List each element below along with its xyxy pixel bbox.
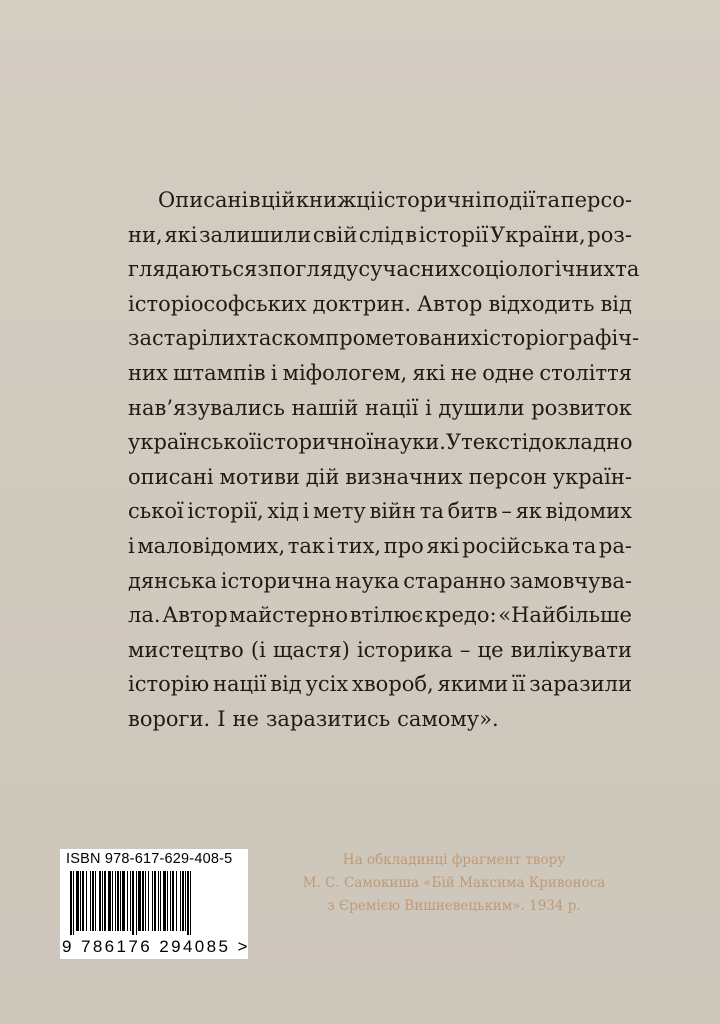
blurb-word: – xyxy=(501,499,512,524)
blurb-word: історіософських xyxy=(128,291,307,316)
barcode-bar xyxy=(182,871,184,931)
blurb-word: заразили xyxy=(529,672,632,697)
blurb-word: та xyxy=(535,188,561,212)
blurb-word: свій xyxy=(312,222,358,247)
blurb-word: в xyxy=(405,222,418,247)
ean-digits: 9 786176 294085 > xyxy=(62,937,250,956)
credit-line: М. С. Самокиша «Бій Максима Кривоноса xyxy=(302,875,606,891)
blurb-line xyxy=(128,223,632,258)
cover-art-credit xyxy=(274,849,634,918)
blurb-word: і xyxy=(327,533,335,558)
blurb-word: якими xyxy=(437,672,509,697)
blurb-word: вилікувати xyxy=(510,637,632,662)
blurb-word: ла. xyxy=(128,603,161,628)
blurb-line xyxy=(128,326,640,361)
blurb-word: розвиток xyxy=(531,395,632,420)
blurb-word: персо- xyxy=(560,188,632,212)
blurb-word: хід xyxy=(267,499,299,524)
barcode-bar xyxy=(82,871,84,931)
blurb-word: усіх xyxy=(305,672,349,697)
barcode-bar xyxy=(136,871,137,935)
blurb-word: душили xyxy=(438,395,525,420)
blurb-word: щастя) xyxy=(272,637,350,662)
blurb-word: наука xyxy=(335,568,400,593)
blurb-word: історика xyxy=(356,637,453,662)
blurb-word: тих, xyxy=(336,533,382,558)
barcode-bar xyxy=(70,871,72,935)
blurb-word: не xyxy=(450,360,478,385)
blurb-word: її xyxy=(512,672,526,697)
isbn-barcode xyxy=(60,849,248,959)
blurb-word: докладно xyxy=(528,430,633,455)
blurb-word: і xyxy=(302,499,310,524)
blurb-word: штампів xyxy=(173,360,266,385)
isbn-number: ISBN 978-617-629-408-5 xyxy=(66,851,233,867)
blurb-word: тексті xyxy=(461,430,529,455)
barcode-bar xyxy=(160,871,161,931)
blurb-word: історію xyxy=(128,672,210,697)
credit-line: На обкладинці фрагмент твору xyxy=(342,852,566,868)
credit-line: з Єремією Вишневецьким». 1934 р. xyxy=(327,898,581,914)
blurb-line xyxy=(128,534,632,569)
blurb-word: історичної xyxy=(255,430,374,455)
barcode-bar xyxy=(104,871,106,931)
blurb-word: ра- xyxy=(598,533,632,558)
barcode-bar xyxy=(73,871,74,935)
blurb-word: маловідомих, xyxy=(137,533,286,558)
blurb-word: сучасних xyxy=(358,257,461,282)
blurb-word: які xyxy=(412,360,446,385)
blurb-word: так xyxy=(287,533,326,558)
blurb-word: науки. xyxy=(373,430,446,455)
barcode-bar xyxy=(92,871,94,931)
barcode-bar xyxy=(138,871,141,931)
blurb-line xyxy=(128,672,632,707)
barcode-bar xyxy=(176,871,177,931)
blurb-word: кредо: xyxy=(424,603,497,628)
barcode-bar xyxy=(158,871,159,931)
blurb-word: і xyxy=(128,533,135,558)
blurb-word: в xyxy=(248,188,261,212)
blurb-word: історії, xyxy=(187,499,264,524)
barcode-bar xyxy=(187,871,189,935)
blurb-word: і xyxy=(425,395,432,420)
blurb-line xyxy=(128,396,632,431)
blurb-word: персон xyxy=(468,464,547,489)
blurb-word: доктрин. xyxy=(312,291,412,316)
blurb-word: України, xyxy=(490,222,586,247)
blurb-word: втілює xyxy=(349,603,424,628)
blurb-word: застарілих xyxy=(128,326,248,351)
blurb-word: історична xyxy=(220,568,332,593)
blurb-word: відомих xyxy=(545,499,632,524)
blurb-word: та xyxy=(572,533,597,558)
blurb-line xyxy=(128,361,632,396)
blurb-line xyxy=(128,292,632,327)
blurb-word: Описані xyxy=(158,188,249,212)
barcode-bar xyxy=(132,871,134,935)
barcode-bar xyxy=(172,871,174,931)
blurb-word: них xyxy=(128,360,168,385)
barcode-bar xyxy=(76,871,79,931)
blurb-word: одне xyxy=(482,360,535,385)
blurb-line xyxy=(128,569,632,604)
blurb-line xyxy=(128,465,632,500)
blurb-word: нав’язувались xyxy=(128,395,285,420)
blurb-word: історіографіч- xyxy=(482,326,640,351)
blurb-word: мотиви xyxy=(219,464,300,489)
blurb-word: які xyxy=(164,222,198,247)
blurb-word: української xyxy=(128,430,256,455)
barcode-bar xyxy=(170,871,171,931)
barcode-bar xyxy=(130,871,131,931)
blurb-word: дій xyxy=(305,464,340,489)
blurb-line xyxy=(128,603,632,638)
blurb-word: як xyxy=(515,499,542,524)
blurb-word: україн- xyxy=(552,464,632,489)
blurb-word: соціологічних xyxy=(460,257,616,282)
blurb-word: слід xyxy=(358,222,404,247)
blurb-word: від xyxy=(600,291,632,316)
barcode-bar xyxy=(108,871,111,931)
blurb-word: нації xyxy=(364,395,419,420)
blurb-word: і xyxy=(270,360,278,385)
blurb-word: Автор xyxy=(417,291,483,316)
barcode-bar xyxy=(167,871,168,931)
barcode-bar xyxy=(80,871,81,931)
barcode-bar xyxy=(163,871,166,931)
blurb-word: битв xyxy=(447,499,498,524)
blurb-word: скомпрометованих xyxy=(271,326,483,351)
blurb-word: століття xyxy=(539,360,632,385)
blurb-word: заразитись xyxy=(265,706,391,731)
blurb-word: з xyxy=(257,257,269,282)
barcode-bar xyxy=(152,871,153,931)
blurb-word: самому». xyxy=(397,706,499,731)
blurb-word: хвороб, xyxy=(352,672,434,697)
barcode-bar xyxy=(127,871,128,931)
blurb-word: майстерно xyxy=(229,603,349,628)
blurb-word: мистецтво xyxy=(128,637,244,662)
blurb-line xyxy=(128,188,632,223)
barcode-bars xyxy=(68,871,240,935)
blurb-word: нації xyxy=(212,672,267,697)
blurb-word: відходить xyxy=(488,291,595,316)
barcode-bar xyxy=(154,871,156,931)
barcode-bar xyxy=(86,871,87,931)
blurb-word: старанно xyxy=(403,568,506,593)
blurb-word: міфологем, xyxy=(282,360,408,385)
blurb-word: І xyxy=(217,706,226,731)
blurb-word: ської xyxy=(128,499,184,524)
blurb-word: глядаються xyxy=(128,257,258,282)
blurb-word: «Найбільше xyxy=(498,603,632,628)
blurb-word: та xyxy=(419,499,444,524)
blurb-line xyxy=(128,499,632,534)
blurb-word: та xyxy=(615,257,640,282)
blurb-line xyxy=(128,257,640,292)
blurb-word: від xyxy=(270,672,302,697)
barcode-bar xyxy=(190,871,191,935)
blurb-word: дянська xyxy=(128,568,218,593)
blurb-word: не xyxy=(232,706,259,731)
blurb-word: визначних xyxy=(345,464,463,489)
blurb-word: (і xyxy=(250,637,266,662)
blurb-word: мету xyxy=(313,499,366,524)
blurb-word: У xyxy=(445,430,462,455)
blurb-line xyxy=(128,707,632,742)
blurb-word: війн xyxy=(369,499,417,524)
barcode-bar xyxy=(180,871,181,931)
blurb-line xyxy=(128,430,632,465)
blurb-word: вороги. xyxy=(128,706,211,731)
barcode-bar xyxy=(145,871,146,931)
barcode-bar xyxy=(115,871,116,931)
barcode-bar xyxy=(185,871,186,931)
blurb-word: погляду xyxy=(268,257,359,282)
blurb-word: цій xyxy=(261,188,296,212)
blurb-word: Автор xyxy=(162,603,228,628)
barcode-bar xyxy=(99,871,101,931)
blurb-word: та xyxy=(247,326,272,351)
barcode-bar xyxy=(148,871,149,931)
barcode-bar xyxy=(95,871,96,931)
blurb-word: ни, xyxy=(128,222,163,247)
blurb-word: залишили xyxy=(199,222,312,247)
barcode-bar xyxy=(120,871,121,931)
blurb-word: – xyxy=(459,637,471,662)
blurb-word: які xyxy=(426,533,460,558)
blurb-word: роз- xyxy=(587,222,632,247)
blurb-line xyxy=(128,638,632,673)
blurb-word: описані xyxy=(128,464,214,489)
barcode-bar xyxy=(117,871,119,931)
barcode-bar xyxy=(102,871,103,931)
blurb-word: нашій xyxy=(291,395,359,420)
barcode-bar xyxy=(122,871,125,931)
blurb-word: замовчува- xyxy=(509,568,632,593)
blurb-word: книжці xyxy=(295,188,377,212)
blurb-word: історичні xyxy=(377,188,482,212)
blurb-word: це xyxy=(477,637,504,662)
blurb-word: російська xyxy=(462,533,570,558)
blurb-word: про xyxy=(383,533,424,558)
blurb-word: історії xyxy=(418,222,489,247)
back-cover-blurb xyxy=(128,188,640,742)
barcode-bar xyxy=(112,871,113,931)
barcode-bar xyxy=(90,871,91,931)
barcode-bar xyxy=(142,871,144,931)
blurb-word: події xyxy=(482,188,536,212)
